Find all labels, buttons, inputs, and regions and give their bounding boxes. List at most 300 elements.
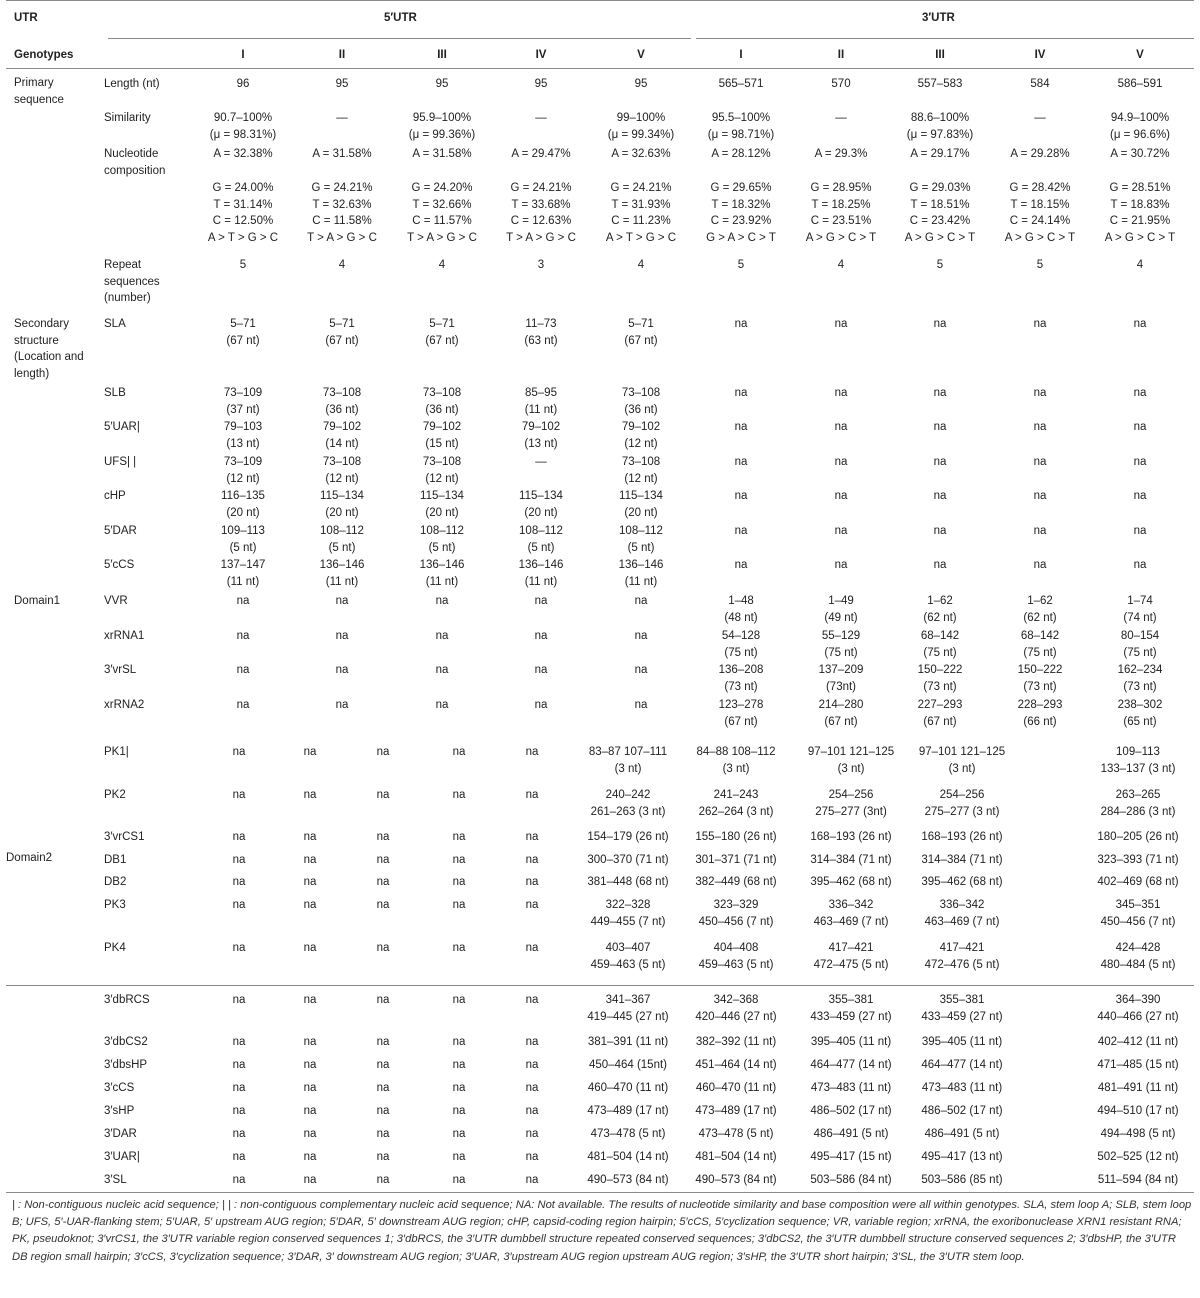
table-cell: 323–393 (71 nt)	[1097, 854, 1179, 866]
genotype-col-5utr-I: I	[241, 49, 245, 61]
table-cell: na	[335, 595, 349, 607]
table-cell: 79–102 (13 nt)	[521, 421, 561, 450]
table-cell: 402–412 (11 nt)	[1097, 1036, 1179, 1048]
table-cell: 486–502 (17 nt)	[810, 1105, 892, 1117]
section-domain1: Domain1	[14, 595, 61, 607]
table-cell: 1–62 (62 nt)	[923, 595, 957, 624]
table-cell: na	[376, 1082, 390, 1094]
table-cell: na	[834, 525, 848, 537]
row-label: 3′DAR	[104, 1128, 137, 1140]
table-cell: na	[1133, 456, 1147, 468]
table-cell: G = 28.42% T = 18.15% C = 24.14% A > G > C > T	[1004, 182, 1076, 244]
table-document	[6, 0, 1194, 1298]
table-cell: 495–417 (15 nt)	[810, 1151, 892, 1163]
table-cell: na	[232, 1151, 246, 1163]
bottom-rule	[6, 1192, 1194, 1193]
table-cell: na	[335, 664, 349, 676]
table-cell: na	[933, 490, 947, 502]
section-primary: Primary sequence	[14, 77, 64, 106]
table-cell: —	[1034, 112, 1046, 124]
row-label: Repeat sequences (number)	[104, 259, 160, 305]
table-cell: na	[534, 630, 548, 642]
table-cell: 336–342 463–469 (7 nt)	[924, 899, 1000, 928]
table-cell: 54–128 (75 nt)	[721, 630, 761, 659]
table-cell: na	[376, 994, 390, 1006]
table-cell: 263–265 284–286 (3 nt)	[1100, 789, 1176, 818]
table-cell: 115–134 (20 nt)	[519, 490, 563, 519]
table-cell: 5	[239, 259, 247, 271]
table-cell: 108–112 (5 nt)	[619, 525, 663, 554]
table-cell: na	[376, 1174, 390, 1186]
table-cell: 464–477 (14 nt)	[921, 1059, 1003, 1071]
row-label: PK3	[104, 899, 126, 911]
table-cell: na	[734, 490, 748, 502]
table-cell: 490–573 (84 nt)	[695, 1174, 777, 1186]
table-cell: 5	[936, 259, 944, 271]
table-cell: na	[435, 630, 449, 642]
table-cell: 79–102 (15 nt)	[422, 421, 462, 450]
table-cell: 382–392 (11 nt)	[695, 1036, 777, 1048]
table-cell: 404–408 459–463 (5 nt)	[698, 942, 774, 971]
table-cell: 502–525 (12 nt)	[1097, 1151, 1179, 1163]
table-cell: na	[525, 1059, 539, 1071]
table-cell: na	[734, 387, 748, 399]
table-cell: 180–205 (26 nt)	[1097, 831, 1179, 843]
row-label: DB2	[104, 876, 127, 888]
table-cell: A = 29.3%	[814, 148, 868, 160]
table-cell: G = 28.51% T = 18.83% C = 21.95% A > G > C > T	[1104, 182, 1176, 244]
table-cell: 5–71 (67 nt)	[325, 318, 359, 347]
table-cell: 108–112 (5 nt)	[320, 525, 364, 554]
table-cell: na	[303, 1082, 317, 1094]
table-cell: na	[525, 994, 539, 1006]
table-cell: na	[335, 699, 349, 711]
table-cell: 68–142 (75 nt)	[1020, 630, 1060, 659]
table-cell: na	[232, 1174, 246, 1186]
table-cell: 79–103 (13 nt)	[223, 421, 263, 450]
table-cell: na	[232, 1036, 246, 1048]
table-cell: 341–367 419–445 (27 nt)	[587, 994, 669, 1023]
table-cell: 136–146 (11 nt)	[319, 559, 365, 588]
table-cell: na	[232, 831, 246, 843]
table-cell: A = 29.28%	[1010, 148, 1070, 160]
table-cell: 73–109 (37 nt)	[223, 387, 263, 416]
table-cell: 137–209 (73nt)	[818, 664, 864, 693]
table-cell: 4	[438, 259, 446, 271]
table-cell: 95	[534, 78, 548, 90]
row-label: 3′dbRCS	[104, 994, 150, 1006]
table-cell: 136–146 (11 nt)	[419, 559, 465, 588]
table-cell: 90.7–100% (μ = 98.31%)	[209, 112, 277, 141]
table-cell: na	[236, 699, 250, 711]
table-cell: 314–384 (71 nt)	[921, 854, 1003, 866]
table-cell: 5–71 (67 nt)	[624, 318, 658, 347]
row-label: Length (nt)	[104, 78, 160, 90]
table-cell: na	[376, 899, 390, 911]
table-cell: na	[525, 1151, 539, 1163]
table-cell: 116–135 (20 nt)	[221, 490, 265, 519]
header-rule	[6, 68, 1194, 69]
table-cell: na	[376, 1036, 390, 1048]
table-cell: na	[534, 664, 548, 676]
row-label: SLA	[104, 318, 126, 330]
table-cell: 460–470 (11 nt)	[695, 1082, 777, 1094]
table-cell: 355–381 433–459 (27 nt)	[810, 994, 892, 1023]
table-cell: na	[303, 831, 317, 843]
row-label: 3′sHP	[104, 1105, 135, 1117]
table-cell: na	[376, 1128, 390, 1140]
table-cell: 300–370 (71 nt)	[587, 854, 669, 866]
genotype-col-5utr-III: III	[437, 49, 447, 61]
table-cell: 417–421 472–476 (5 nt)	[924, 942, 1000, 971]
table-cell: na	[834, 318, 848, 330]
table-cell: na	[1133, 525, 1147, 537]
table-cell: 73–109 (12 nt)	[223, 456, 263, 485]
table-cell: na	[335, 630, 349, 642]
table-cell: 137–147 (11 nt)	[220, 559, 266, 588]
table-cell: 108–112 (5 nt)	[519, 525, 563, 554]
table-cell: 494–510 (17 nt)	[1097, 1105, 1179, 1117]
row-label: PK1|	[104, 746, 129, 758]
table-cell: 1–74 (74 nt)	[1123, 595, 1157, 624]
table-cell: A = 32.38%	[213, 148, 273, 160]
row-label: 5′DAR	[104, 525, 137, 537]
table-cell: 227–293 (67 nt)	[917, 699, 963, 728]
table-cell: na	[525, 854, 539, 866]
table-cell: 109–113 133–137 (3 nt)	[1100, 746, 1176, 775]
table-cell: 345–351 450–456 (7 nt)	[1100, 899, 1176, 928]
table-cell: 84–88 108–112 (3 nt)	[696, 746, 776, 775]
table-cell: na	[452, 854, 466, 866]
table-cell: 494–498 (5 nt)	[1100, 1128, 1176, 1140]
genotype-col-5utr-IV: IV	[535, 49, 547, 61]
table-cell: G = 29.03% T = 18.51% C = 23.42% A > G > C > T	[904, 182, 976, 244]
table-cell: na	[232, 746, 246, 758]
table-cell: 168–193 (26 nt)	[921, 831, 1003, 843]
table-cell: na	[232, 942, 246, 954]
table-cell: 395–462 (68 nt)	[921, 876, 1003, 888]
table-cell: na	[1133, 559, 1147, 571]
row-label: 5′UAR|	[104, 421, 140, 433]
table-cell: na	[452, 1105, 466, 1117]
table-cell: na	[534, 595, 548, 607]
table-cell: na	[734, 318, 748, 330]
table-cell: 395–405 (11 nt)	[810, 1036, 892, 1048]
top-rule	[6, 0, 1194, 1]
table-cell: 80–154 (75 nt)	[1120, 630, 1160, 659]
table-cell: 584	[1030, 78, 1050, 90]
table-cell: na	[376, 876, 390, 888]
table-cell: na	[376, 1151, 390, 1163]
table-cell: 511–594 (84 nt)	[1097, 1174, 1179, 1186]
table-cell: 150–222 (73 nt)	[917, 664, 963, 693]
table-cell: G = 24.20% T = 32.66% C = 11.57% T > A > G > C	[407, 182, 477, 244]
table-cell: 4	[637, 259, 645, 271]
table-cell: 342–368 420–446 (27 nt)	[695, 994, 777, 1023]
table-cell: G = 24.21% T = 32.63% C = 11.58% T > A > G > C	[307, 182, 377, 244]
table-cell: 99–100% (μ = 99.34%)	[607, 112, 675, 141]
table-cell: na	[452, 1059, 466, 1071]
table-cell: 1–48 (48 nt)	[724, 595, 758, 624]
table-cell: na	[1033, 387, 1047, 399]
table-cell: G = 24.00% T = 31.14% C = 12.50% A > T > G > C	[207, 182, 279, 244]
table-cell: na	[232, 1128, 246, 1140]
table-cell: na	[303, 1174, 317, 1186]
table-cell: na	[634, 630, 648, 642]
table-cell: na	[734, 559, 748, 571]
table-cell: na	[1033, 490, 1047, 502]
table-cell: 168–193 (26 nt)	[810, 831, 892, 843]
table-cell: 95	[335, 78, 349, 90]
table-cell: na	[303, 1036, 317, 1048]
table-cell: 473–489 (17 nt)	[587, 1105, 669, 1117]
table-cell: 73–108 (36 nt)	[322, 387, 362, 416]
table-cell: —	[336, 112, 348, 124]
table-cell: na	[525, 1128, 539, 1140]
table-cell: na	[452, 994, 466, 1006]
table-cell: na	[435, 595, 449, 607]
table-cell: G = 28.95% T = 18.25% C = 23.51% A > G > C > T	[805, 182, 877, 244]
table-cell: na	[303, 854, 317, 866]
table-cell: 486–491 (5 nt)	[813, 1128, 889, 1140]
table-cell: na	[933, 559, 947, 571]
table-cell: na	[534, 699, 548, 711]
table-cell: na	[525, 899, 539, 911]
table-cell: 5–71 (67 nt)	[226, 318, 260, 347]
table-cell: 240–242 261–263 (3 nt)	[590, 789, 666, 818]
genotype-col-5utr-II: II	[338, 49, 346, 61]
table-cell: na	[452, 1036, 466, 1048]
table-cell: na	[1133, 318, 1147, 330]
row-label: 3′UAR|	[104, 1151, 140, 1163]
table-cell: 97–101 121–125 (3 nt)	[807, 746, 895, 775]
table-cell: na	[634, 699, 648, 711]
row-label: 3′vrSL	[104, 664, 137, 676]
three-utr-header: 3′UTR	[922, 12, 955, 24]
table-cell: 5	[737, 259, 745, 271]
row-label: 5′cCS	[104, 559, 135, 571]
table-cell: 150–222 (73 nt)	[1017, 664, 1063, 693]
table-cell: 136–146 (11 nt)	[618, 559, 664, 588]
table-cell: A = 29.47%	[511, 148, 571, 160]
row-label: SLB	[104, 387, 126, 399]
table-cell: 55–129 (75 nt)	[821, 630, 861, 659]
table-cell: A = 32.63%	[611, 148, 671, 160]
table-cell: 473–483 (11 nt)	[810, 1082, 892, 1094]
table-cell: na	[303, 1059, 317, 1071]
row-label: 3′vrCS1	[104, 831, 145, 843]
table-cell: 473–483 (11 nt)	[921, 1082, 1003, 1094]
group-rule-3utr	[696, 38, 1194, 39]
table-cell: A = 29.17%	[910, 148, 970, 160]
table-cell: na	[303, 994, 317, 1006]
table-cell: na	[834, 456, 848, 468]
table-cell: 486–502 (17 nt)	[921, 1105, 1003, 1117]
table-cell: 586–591	[1117, 78, 1163, 90]
genotype-col-3utr-V: V	[1136, 49, 1144, 61]
table-cell: na	[232, 1105, 246, 1117]
table-cell: 254–256 275–277 (3nt)	[815, 789, 887, 818]
table-cell: 473–478 (5 nt)	[590, 1128, 666, 1140]
table-cell: 301–371 (71 nt)	[695, 854, 777, 866]
row-label: 3′SL	[104, 1174, 127, 1186]
table-cell: na	[452, 746, 466, 758]
table-cell: na	[303, 1151, 317, 1163]
row-label: 3′cCS	[104, 1082, 135, 1094]
table-cell: 395–462 (68 nt)	[810, 876, 892, 888]
table-cell: na	[232, 899, 246, 911]
table-cell: na	[525, 1036, 539, 1048]
table-cell: na	[933, 387, 947, 399]
table-cell: na	[452, 831, 466, 843]
table-cell: na	[933, 318, 947, 330]
table-cell: na	[452, 1082, 466, 1094]
table-cell: 214–280 (67 nt)	[818, 699, 864, 728]
table-cell: 228–293 (66 nt)	[1017, 699, 1063, 728]
table-cell: na	[376, 831, 390, 843]
table-cell: 314–384 (71 nt)	[810, 854, 892, 866]
table-cell: 254–256 275–277 (3 nt)	[924, 789, 1000, 818]
table-cell: 382–449 (68 nt)	[695, 876, 777, 888]
genotype-col-3utr-I: I	[739, 49, 743, 61]
table-cell: 115–134 (20 nt)	[420, 490, 464, 519]
table-cell: na	[303, 789, 317, 801]
table-cell: 565–571	[718, 78, 764, 90]
table-cell: 322–328 449–455 (7 nt)	[590, 899, 666, 928]
genotype-col-5utr-V: V	[637, 49, 645, 61]
row-label: 3′dbsHP	[104, 1059, 148, 1071]
table-cell: 402–469 (68 nt)	[1097, 876, 1179, 888]
row-label: Similarity	[104, 112, 151, 124]
table-cell: 68–142 (75 nt)	[920, 630, 960, 659]
row-label: UFS| |	[104, 456, 137, 468]
table-cell: 79–102 (12 nt)	[621, 421, 661, 450]
genotype-col-3utr-IV: IV	[1034, 49, 1046, 61]
table-cell: na	[834, 421, 848, 433]
table-cell: 503–586 (84 nt)	[810, 1174, 892, 1186]
genotype-col-3utr-II: II	[837, 49, 845, 61]
table-cell: na	[525, 831, 539, 843]
table-cell: 136–146 (11 nt)	[518, 559, 564, 588]
row-label: Nucleotide composition	[104, 148, 166, 177]
table-cell: 73–108 (12 nt)	[422, 456, 462, 485]
table-cell: 96	[236, 78, 250, 90]
table-cell: 115–134 (20 nt)	[320, 490, 364, 519]
table-cell: na	[933, 525, 947, 537]
table-cell: 97–101 121–125 (3 nt)	[918, 746, 1006, 775]
table-cell: 381–391 (11 nt)	[587, 1036, 669, 1048]
table-footnote: | : Non-contiguous nucleic acid sequence; | | : non-contiguous complementary nucleic acid sequence; NA: Not available. The results of nucleotide similarity and base composition were all within genotypes. SLA, stem loop A; SLB, stem loop B; UFS, 5′-UAR-flanking stem; 5′UAR, 5′ upstream AUG region; 5′DAR, 5′ downstream AUG region; cHP, capsid-coding region hairpin; 5′cCS, 5′cyclization sequence; VR, variable region; xrRNA, the exoribonuclease XRN1 resistant RNA; PK, pseudoknot; 3′vrCS1, the 3′UTR variable region conserved sequences 1; 3′dbRCS, the 3′UTR dumbbell structure repeated conserved sequences; 3′dbCS2, the 3′UTR dumbbell structure conserved sequences 2; 3′dbsHP, the 3′UTR DB region small hairpin; 3′cCS, 3′cyclization sequence; 3′DAR, 3′ downstream AUG region; 3′UAR, 3′upstream AUG region upstream AUG region; 3′sHP, the 3′UTR short hairpin; 3′SL, the 3′UTR stem loop.	[12, 1199, 1192, 1263]
table-cell: na	[303, 1128, 317, 1140]
table-cell: na	[525, 876, 539, 888]
table-cell: —	[835, 112, 847, 124]
table-cell: 364–390 440–466 (27 nt)	[1097, 994, 1179, 1023]
table-cell: na	[1033, 559, 1047, 571]
table-cell: na	[1133, 387, 1147, 399]
table-cell: 154–179 (26 nt)	[587, 831, 669, 843]
table-cell: 464–477 (14 nt)	[810, 1059, 892, 1071]
table-cell: na	[525, 1082, 539, 1094]
table-cell: 109–113 (5 nt)	[221, 525, 265, 554]
table-cell: na	[303, 876, 317, 888]
table-cell: na	[933, 456, 947, 468]
table-cell: 155–180 (26 nt)	[695, 831, 777, 843]
table-cell: G = 24.21% T = 33.68% C = 12.63% T > A > G > C	[506, 182, 576, 244]
table-cell: na	[303, 746, 317, 758]
table-cell: na	[452, 789, 466, 801]
table-cell: na	[232, 1059, 246, 1071]
table-cell: 403–407 459–463 (5 nt)	[590, 942, 666, 971]
table-cell: 1–49 (49 nt)	[824, 595, 858, 624]
table-cell: 486–491 (5 nt)	[924, 1128, 1000, 1140]
table-cell: na	[525, 746, 539, 758]
row-label: PK2	[104, 789, 126, 801]
table-cell: 473–478 (5 nt)	[698, 1128, 774, 1140]
table-cell: na	[376, 1105, 390, 1117]
table-cell: 460–470 (11 nt)	[587, 1082, 669, 1094]
table-cell: 481–504 (14 nt)	[695, 1151, 777, 1163]
table-cell: 83–87 107–111 (3 nt)	[588, 746, 668, 775]
table-cell: 136–208 (73 nt)	[718, 664, 764, 693]
table-cell: 241–243 262–264 (3 nt)	[698, 789, 774, 818]
table-cell: A = 28.12%	[711, 148, 771, 160]
row-label: PK4	[104, 942, 126, 954]
table-cell: 381–448 (68 nt)	[587, 876, 669, 888]
table-cell: 95	[435, 78, 449, 90]
table-cell: G = 24.21% T = 31.93% C = 11.23% A > T > G > C	[605, 182, 677, 244]
table-cell: na	[452, 899, 466, 911]
table-cell: A = 31.58%	[312, 148, 372, 160]
table-cell: na	[376, 746, 390, 758]
table-cell: 5	[1036, 259, 1044, 271]
table-cell: 4	[1136, 259, 1144, 271]
table-cell: na	[834, 387, 848, 399]
table-cell: na	[1133, 421, 1147, 433]
table-cell: 115–134 (20 nt)	[619, 490, 663, 519]
table-cell: 557–583	[917, 78, 963, 90]
table-cell: na	[452, 1174, 466, 1186]
table-cell: 88.6–100% (μ = 97.83%)	[906, 112, 974, 141]
table-cell: na	[232, 1082, 246, 1094]
table-cell: na	[452, 876, 466, 888]
table-cell: 3	[537, 259, 545, 271]
table-cell: 424–428 480–484 (5 nt)	[1100, 942, 1176, 971]
table-cell: na	[376, 942, 390, 954]
table-cell: na	[236, 595, 250, 607]
table-cell: 95.5–100% (μ = 98.71%)	[707, 112, 775, 141]
domain3-rule	[6, 985, 1194, 986]
utr-header: UTR	[14, 12, 38, 24]
table-cell: na	[303, 942, 317, 954]
group-rule-5utr	[108, 38, 691, 39]
table-cell: 471–485 (15 nt)	[1097, 1059, 1179, 1071]
table-cell: 73–108 (36 nt)	[422, 387, 462, 416]
table-cell: na	[1033, 456, 1047, 468]
table-cell: na	[232, 854, 246, 866]
table-cell: na	[435, 664, 449, 676]
row-label: VVR	[104, 595, 128, 607]
table-cell: na	[933, 421, 947, 433]
table-cell: 481–504 (14 nt)	[587, 1151, 669, 1163]
table-cell: na	[1033, 421, 1047, 433]
five-utr-header: 5′UTR	[384, 12, 417, 24]
table-cell: 495–417 (13 nt)	[921, 1151, 1003, 1163]
table-cell: A = 30.72%	[1110, 148, 1170, 160]
table-cell: G = 29.65% T = 18.32% C = 23.92% G > A > C > T	[706, 182, 776, 244]
table-cell: 503–586 (85 nt)	[921, 1174, 1003, 1186]
table-cell: na	[734, 421, 748, 433]
table-cell: na	[525, 1174, 539, 1186]
